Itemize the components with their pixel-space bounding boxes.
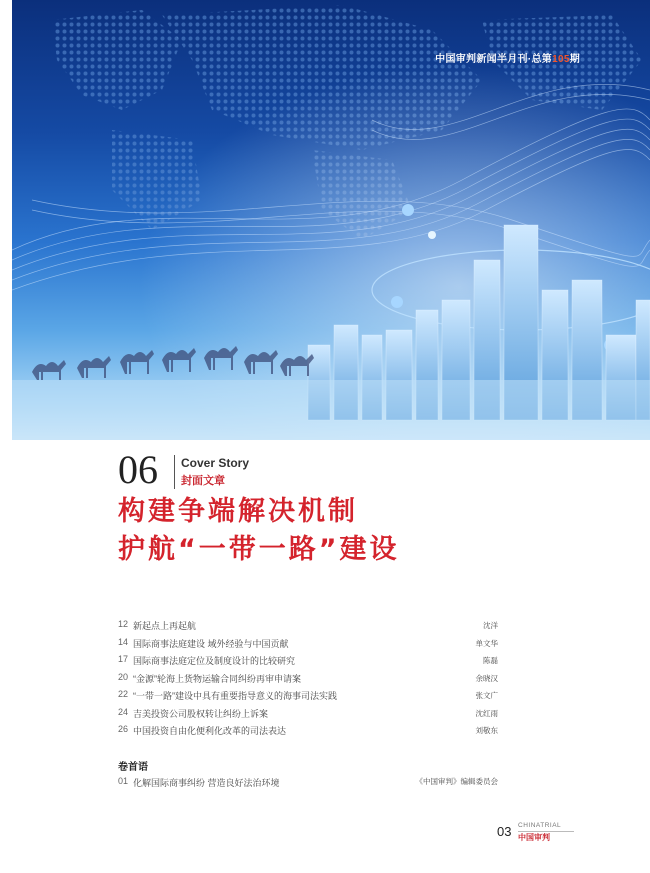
item-title: 国际商事法庭定位及制度设计的比较研究 [133, 656, 296, 667]
contents-item[interactable] [118, 635, 498, 653]
header-suffix: 期 [569, 54, 580, 65]
item-page: 20 [118, 671, 129, 682]
globe-node-icon [402, 204, 414, 216]
item-page: 14 [118, 636, 129, 647]
item-author: 单文华 [475, 638, 498, 648]
item-title: 国际商事法庭建设 域外经验与中国贡献 [133, 638, 289, 649]
section-label-en: Cover Story [181, 456, 250, 470]
item-author: 刘敬东 [475, 726, 498, 736]
cover-image [12, 0, 650, 440]
item-author: 沈红雨 [475, 708, 498, 718]
contents-item[interactable] [118, 687, 498, 705]
contents-list [118, 617, 498, 740]
globe-node-icon [428, 231, 436, 239]
contents-item[interactable] [118, 670, 498, 688]
item-title: 中国投资自由化便利化改革的司法表达 [133, 726, 287, 737]
magazine-header [435, 50, 580, 65]
item-page: 22 [118, 689, 129, 700]
headline-line-2: 护航“一带一路”建设 [118, 534, 400, 565]
section-divider [174, 455, 175, 489]
page-number: 03 [497, 824, 512, 839]
preface-author: 《中国审判》编辑委员会 [415, 777, 498, 786]
ground [12, 380, 650, 440]
contents-item[interactable] [118, 652, 498, 670]
item-page: 26 [118, 724, 129, 735]
section-label-cn: 封面文章 [181, 475, 225, 487]
contents-item[interactable] [118, 722, 498, 740]
item-title: 新起点上再起航 [133, 621, 197, 632]
item-author: 余晓汉 [475, 673, 498, 683]
section-number: 06 [118, 447, 158, 492]
item-title: “金源”轮海上货物运输合同纠纷再审申请案 [133, 673, 302, 684]
contents-item[interactable] [118, 617, 498, 635]
item-title: 吉美投资公司股权转让纠纷上诉案 [133, 708, 269, 719]
logo-text-en: CHINATRIAL [518, 822, 562, 829]
item-title: “一带一路”建设中具有重要指导意义的海事司法实践 [133, 691, 338, 702]
contents-item[interactable] [118, 705, 498, 723]
item-page: 17 [118, 654, 129, 665]
cover-illustration [12, 0, 650, 440]
preface-text: 化解国际商事纠纷 营造良好法治环境 [133, 778, 280, 788]
preface-item[interactable] [118, 776, 498, 789]
logo-text-cn: 中国审判 [518, 833, 550, 842]
header-prefix: 中国审判新闻半月刊·总第 [435, 54, 553, 65]
issue-number: 105 [552, 54, 570, 65]
item-author: 陈磊 [483, 656, 498, 666]
item-author: 沈洋 [483, 621, 498, 631]
headline-line-1: 构建争端解决机制 [118, 496, 358, 527]
item-page: 24 [118, 706, 129, 717]
globe-node-icon [391, 296, 403, 308]
item-author: 张文广 [475, 691, 498, 701]
preface-page: 01 [118, 776, 129, 786]
preface-title: 卷首语 [118, 762, 148, 773]
item-page: 12 [118, 619, 129, 630]
